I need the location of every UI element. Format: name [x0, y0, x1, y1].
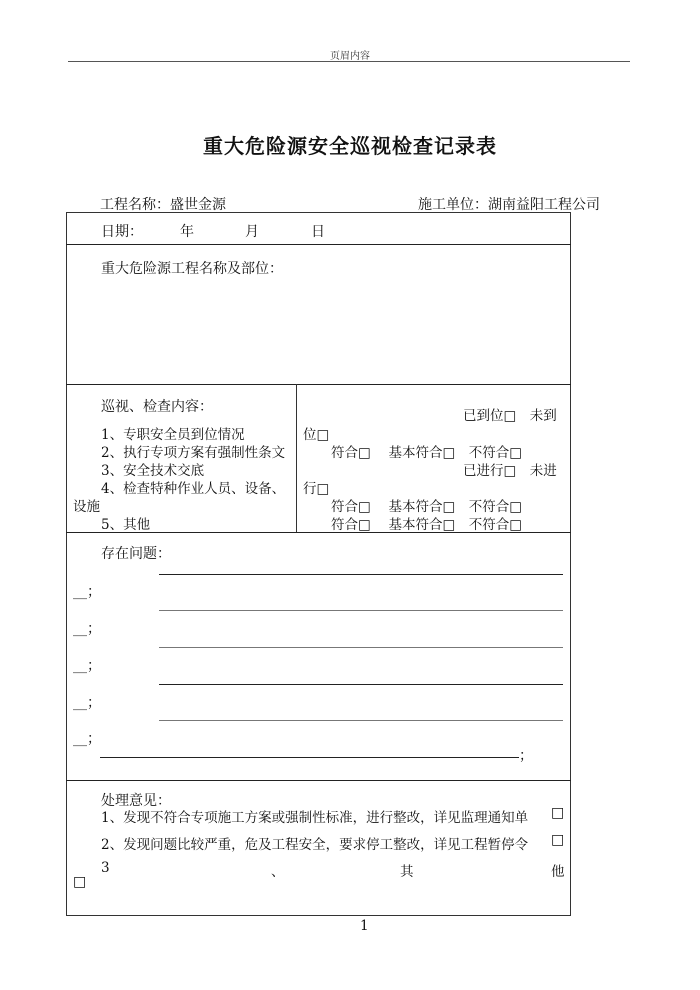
issue-blank: __；	[73, 621, 101, 637]
issue-line[interactable]	[159, 574, 563, 575]
issue-end-mark: ；	[519, 748, 533, 764]
inspection-item	[101, 513, 150, 533]
option-number: 1	[101, 810, 110, 826]
inspection-item	[101, 459, 204, 479]
column-divider	[296, 384, 297, 532]
item-text: 、安全技术交底	[109, 463, 205, 479]
item-number: 3	[101, 463, 110, 479]
item-text: 、执行专项方案有强制性条文	[109, 445, 286, 461]
header-rule	[68, 61, 630, 62]
issues-label: 存在问题：	[101, 546, 171, 562]
project-name: 工程名称：盛世金源	[100, 197, 226, 213]
issue-line[interactable]	[159, 647, 563, 648]
item-text: 、检查特种作业人员、设备、	[109, 481, 286, 497]
inspection-item-continued: 设施	[73, 499, 100, 515]
issue-blank: __；	[73, 731, 101, 747]
inspection-item	[101, 441, 285, 461]
date-month: 月	[245, 224, 259, 240]
handling-label: 处理意见：	[101, 793, 171, 809]
row-divider	[66, 384, 571, 385]
option-word: 其	[400, 864, 414, 880]
date-year: 年	[180, 224, 194, 240]
row-divider	[66, 244, 571, 245]
inspection-item	[101, 477, 285, 497]
issue-line[interactable]	[159, 720, 563, 721]
option-separator: 、	[271, 864, 285, 880]
item-number: 2	[101, 445, 110, 461]
inspection-item	[101, 423, 245, 443]
checkbox[interactable]: □	[73, 874, 87, 890]
handling-option-1	[101, 806, 528, 826]
date-day: 日	[311, 224, 325, 240]
briefing-status-wrap[interactable]: 行□	[303, 481, 330, 497]
contractor-name: 施工单位：湖南益阳工程公司	[418, 197, 600, 213]
checkbox[interactable]: □	[551, 832, 565, 848]
arrival-status-wrap[interactable]: 位□	[303, 427, 330, 443]
issue-line[interactable]	[159, 610, 563, 611]
option-text: 、发现不符合专项施工方案或强制性标准，进行整改，详见监理通知单	[109, 810, 529, 826]
issue-blank: __；	[73, 658, 101, 674]
page-header-text: 页眉内容	[330, 51, 370, 62]
page-number: 1	[360, 918, 369, 934]
checkbox[interactable]: □	[551, 805, 565, 821]
compliance-options[interactable]: 符合□ 基本符合□ 不符合□	[331, 445, 523, 461]
option-number: 3	[101, 860, 110, 876]
issue-line[interactable]	[100, 757, 519, 758]
item-number: 5	[101, 517, 110, 533]
item-text: 、专职安全员到位情况	[109, 427, 245, 443]
hazard-source-label: 重大危险源工程名称及部位：	[101, 261, 283, 277]
option-word: 他	[551, 864, 565, 880]
issue-blank: __；	[73, 695, 101, 711]
item-text: 、其他	[109, 517, 151, 533]
handling-option-2	[101, 833, 528, 853]
compliance-options[interactable]: 符合□ 基本符合□ 不符合□	[331, 499, 523, 515]
document-title: 重大危险源安全巡视检查记录表	[203, 134, 497, 158]
date-label: 日期：	[101, 224, 143, 240]
issue-blank: __；	[73, 584, 101, 600]
item-number: 1	[101, 427, 110, 443]
row-divider	[66, 780, 571, 781]
item-number: 4	[101, 481, 110, 497]
briefing-status[interactable]: 已进行□ 未进	[463, 463, 557, 479]
issue-line[interactable]	[159, 684, 563, 685]
arrival-status[interactable]: 已到位□ 未到	[463, 408, 557, 424]
compliance-options[interactable]: 符合□ 基本符合□ 不符合□	[331, 517, 523, 533]
option-text: 、发现问题比较严重，危及工程安全，要求停工整改，详见工程暂停令	[109, 837, 529, 853]
option-number: 2	[101, 837, 110, 853]
inspection-heading: 巡视、检查内容：	[101, 399, 213, 415]
